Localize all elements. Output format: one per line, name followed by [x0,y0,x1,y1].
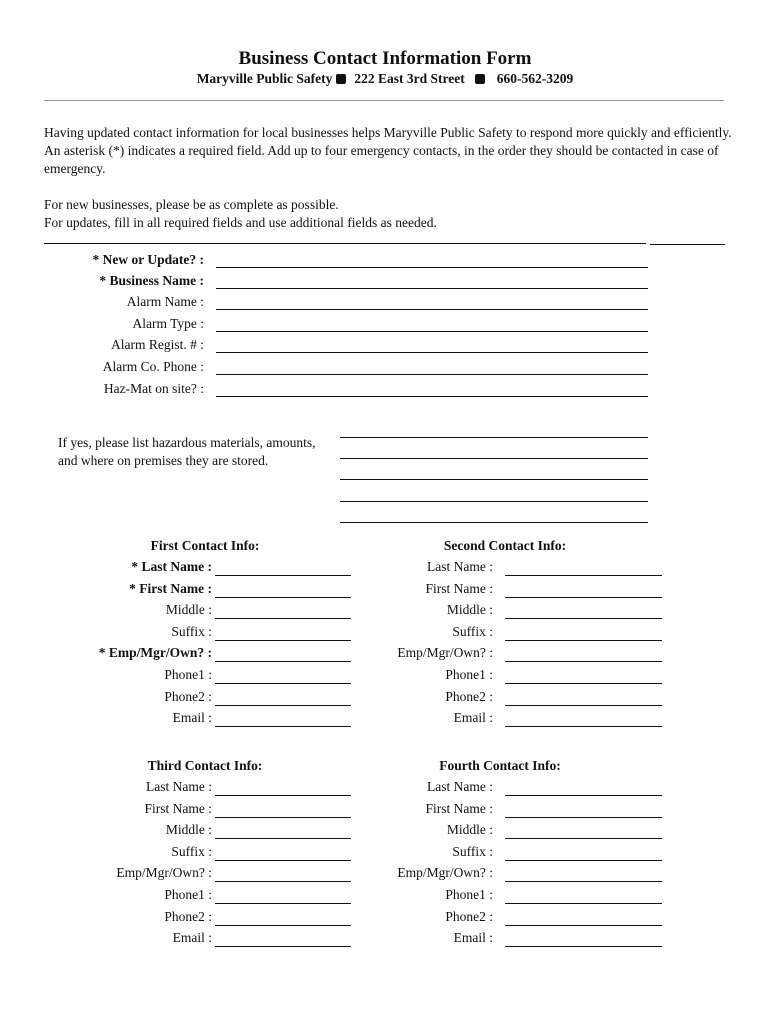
contact-field-label: Phone2 : [445,689,493,704]
contact-field-label: Suffix : [171,624,212,639]
contact-field-label: Last Name : [427,779,493,794]
contact-field-input[interactable] [505,597,662,598]
contact-field-label: Email : [172,710,212,725]
square-bullet-icon [336,74,346,84]
section-divider [44,243,646,244]
contact-field-label: Email : [453,930,493,945]
contact-field-input[interactable] [505,925,662,926]
contact-section-title: First Contact Info: [150,538,260,553]
contact-field-input[interactable] [505,618,662,619]
contact-field-input[interactable] [505,817,662,818]
contact-field-label: * Emp/Mgr/Own? : [98,645,212,660]
contact-field-label: Middle : [446,602,493,617]
hazmat-input-line[interactable] [340,437,648,438]
business-field-label: * Business Name : [99,273,204,288]
contact-field-label: Middle : [165,822,212,837]
intro-new-business: For new businesses, please be as complete as possible. [44,197,339,212]
business-field-label: Alarm Co. Phone : [102,359,204,374]
business-field-input[interactable] [216,267,648,268]
org-name: Maryville Public Safety [196,71,333,86]
contact-field-input[interactable] [505,903,662,904]
contact-field-label: First Name : [425,581,493,596]
contact-field-label: Phone1 : [445,887,493,902]
contact-field-label: Middle : [165,602,212,617]
hazmat-input-line[interactable] [340,458,648,459]
section-divider [650,244,725,245]
business-field-label: Haz-Mat on site? : [103,381,204,396]
contact-field-label: Phone1 : [164,667,212,682]
contact-field-input[interactable] [505,795,662,796]
form-title: Business Contact Information Form [238,48,532,69]
intro-paragraph: Having updated contact information for local businesses helps Maryville Public Safety to respond more quickly and efficiently. An asterisk (*) indicates a required field. Add up to four emergency contacts, in the order they should be contacted in case of emergency. [44,125,732,176]
business-field-input[interactable] [216,288,648,289]
intro-updates: For updates, fill in all required fields and use additional fields as needed. [44,215,437,230]
hazmat-instructions: If yes, please list hazardous materials, amounts, and where on premises they are stored. [58,435,316,468]
contact-field-label: Last Name : [427,559,493,574]
contact-field-label: * Last Name : [131,559,212,574]
business-field-input[interactable] [216,331,648,332]
org-address: 222 East 3rd Street [354,71,465,86]
business-field-input[interactable] [216,374,648,375]
business-field-label: Alarm Name : [126,294,204,309]
hazmat-input-line[interactable] [340,479,648,480]
business-field-label: * New or Update? : [92,252,204,267]
contact-field-input[interactable] [505,726,662,727]
contact-field-label: Suffix : [171,844,212,859]
contact-field-input[interactable] [505,860,662,861]
contact-section-title: Third Contact Info: [147,758,263,773]
contact-field-input[interactable] [505,640,662,641]
contact-field-label: First Name : [425,801,493,816]
org-phone: 660-562-3209 [496,71,574,86]
hazmat-input-line[interactable] [340,522,648,523]
contact-field-input[interactable] [505,946,662,947]
business-field-input[interactable] [216,396,648,397]
contact-field-label: Phone2 : [164,689,212,704]
business-field-input[interactable] [216,352,648,353]
contact-field-label: Phone2 : [164,909,212,924]
business-field-input[interactable] [216,309,648,310]
contact-section-title: Second Contact Info: [443,538,567,553]
business-field-label: Alarm Regist. # : [111,337,204,352]
contact-field-input[interactable] [505,838,662,839]
contact-field-label: * First Name : [129,581,212,596]
contact-field-input[interactable] [505,661,662,662]
business-field-label: Alarm Type : [132,316,204,331]
contact-section-title: Fourth Contact Info: [439,758,561,773]
contact-field-label: Phone2 : [445,909,493,924]
contact-field-label: Emp/Mgr/Own? : [397,865,493,880]
contact-field-input[interactable] [505,881,662,882]
contact-field-label: Phone1 : [164,887,212,902]
contact-field-label: Emp/Mgr/Own? : [397,645,493,660]
header-contact-line [0,71,770,87]
contact-field-label: Email : [172,930,212,945]
contact-field-input[interactable] [505,683,662,684]
contact-field-input[interactable] [505,705,662,706]
contact-field-label: Phone1 : [445,667,493,682]
hazmat-input-line[interactable] [340,501,648,502]
header-divider [44,100,724,101]
contact-field-label: Middle : [446,822,493,837]
contact-field-label: Suffix : [452,624,493,639]
contact-field-label: Last Name : [146,779,212,794]
contact-field-label: Suffix : [452,844,493,859]
contact-field-label: Email : [453,710,493,725]
contact-field-label: First Name : [144,801,212,816]
contact-field-label: Emp/Mgr/Own? : [116,865,212,880]
square-bullet-icon [475,74,485,84]
contact-field-input[interactable] [505,575,662,576]
